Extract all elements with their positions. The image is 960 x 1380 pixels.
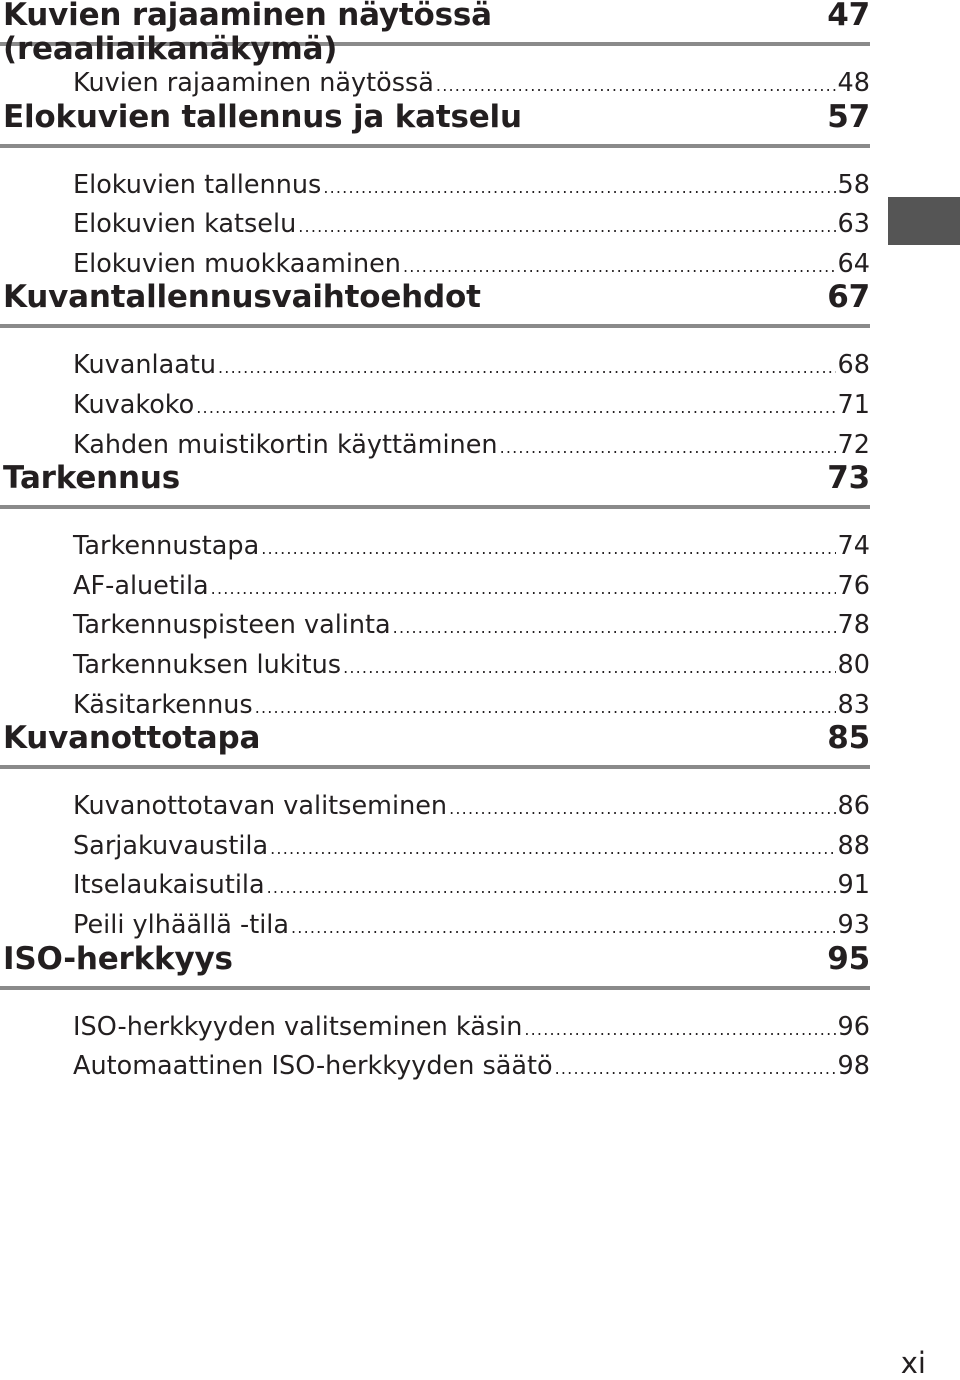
chapter-tab-marker <box>888 197 960 245</box>
section-rule <box>0 324 870 328</box>
entry-page-number: 93 <box>837 909 870 940</box>
section-page-number: 73 <box>827 460 870 497</box>
entry-page-number: 78 <box>837 610 870 641</box>
entry-label: Itselaukaisutila <box>73 870 265 901</box>
dot-leader <box>267 873 836 903</box>
section-page-number: 57 <box>827 98 870 135</box>
section-rule <box>0 505 870 509</box>
dot-leader <box>270 834 835 864</box>
toc-entry[interactable] <box>0 1012 870 1052</box>
toc-entry[interactable] <box>0 209 870 249</box>
entry-label: ISO-herkkyyden valitseminen käsin <box>73 1011 523 1042</box>
section-title: Kuvanottotapa <box>3 720 261 757</box>
toc-entry[interactable] <box>0 610 870 650</box>
section-heading[interactable] <box>0 461 870 501</box>
section-title: Kuvantallennusvaihtoehdot <box>3 279 481 316</box>
entry-label: Kuvien rajaaminen näytössä <box>73 68 434 98</box>
toc-entry[interactable] <box>0 531 870 571</box>
entry-label: Kahden muistikortin käyttäminen <box>73 429 498 460</box>
entry-page-number: 80 <box>837 649 870 680</box>
section-heading[interactable] <box>0 721 870 761</box>
section-rule <box>0 986 870 990</box>
dot-leader <box>196 393 835 423</box>
toc-section <box>0 280 870 469</box>
entry-label: Kuvanlaatu <box>73 350 216 381</box>
entry-label: Kuvanottotavan valitseminen <box>73 791 448 822</box>
dot-leader <box>393 613 836 643</box>
dot-leader <box>298 212 835 242</box>
entry-page-number: 58 <box>837 169 870 200</box>
section-title: ISO-herkkyys <box>3 940 233 977</box>
entry-page-number: 98 <box>837 1051 870 1082</box>
toc-entry[interactable] <box>0 791 870 831</box>
toc-entry[interactable] <box>0 390 870 430</box>
entry-page-number: 48 <box>837 68 870 98</box>
dot-leader <box>449 794 835 824</box>
toc-entry[interactable] <box>0 831 870 871</box>
entry-page-number: 72 <box>837 429 870 460</box>
entry-label: Tarkennuspisteen valinta <box>73 610 391 641</box>
entry-page-number: 96 <box>837 1011 870 1042</box>
entry-label: Peili ylhäällä -tila <box>73 909 290 940</box>
toc-entry[interactable] <box>0 650 870 690</box>
section-heading[interactable] <box>0 280 870 320</box>
dot-leader <box>343 653 835 683</box>
entry-page-number: 88 <box>837 830 870 861</box>
dot-leader <box>261 534 835 564</box>
entry-page-number: 64 <box>837 248 870 279</box>
entry-page-number: 91 <box>837 870 870 901</box>
section-page-number: 67 <box>827 279 870 316</box>
entry-label: Kuvakoko <box>73 389 195 420</box>
entry-label: Elokuvien muokkaaminen <box>73 248 401 279</box>
dot-leader <box>211 574 836 604</box>
dot-leader <box>524 1015 835 1045</box>
dot-leader <box>218 353 836 383</box>
page-number-folio: xi <box>900 1346 926 1380</box>
toc-entry[interactable] <box>0 870 870 910</box>
dot-leader <box>291 913 836 943</box>
entry-page-number: 63 <box>837 209 870 240</box>
toc-section <box>0 721 870 949</box>
section-page-number: 47 <box>827 0 870 33</box>
section-rule <box>0 144 870 148</box>
dot-leader <box>555 1054 836 1084</box>
dot-leader <box>403 252 836 282</box>
entry-page-number: 83 <box>837 689 870 720</box>
entry-page-number: 74 <box>837 531 870 562</box>
entry-label: Käsitarkennus <box>73 689 253 720</box>
toc-section <box>0 461 870 729</box>
toc-entry[interactable] <box>0 1051 870 1091</box>
toc-section <box>0 942 870 1091</box>
section-page-number: 85 <box>827 720 870 757</box>
entry-page-number: 86 <box>837 791 870 822</box>
toc-entry[interactable] <box>0 350 870 390</box>
toc-section <box>0 0 870 108</box>
toc-entry[interactable] <box>0 571 870 611</box>
dot-leader <box>255 693 836 723</box>
entry-label: Tarkennuksen lukitus <box>73 649 342 680</box>
section-heading[interactable] <box>0 942 870 982</box>
section-heading[interactable] <box>0 0 870 67</box>
section-page-number: 95 <box>827 940 870 977</box>
entry-label: Automaattinen ISO-herkkyyden säätö <box>73 1051 553 1082</box>
section-rule <box>0 765 870 769</box>
entry-page-number: 71 <box>837 389 870 420</box>
entry-label: Elokuvien katselu <box>73 209 297 240</box>
toc-entry[interactable] <box>0 170 870 210</box>
dot-leader <box>436 71 836 101</box>
section-title: Kuvien rajaaminen näytössä (reaaliaikanäkymä) <box>3 0 492 67</box>
entry-page-number: 68 <box>837 350 870 381</box>
toc-section <box>0 100 870 289</box>
entry-label: Sarjakuvaustila <box>73 830 269 861</box>
entry-label: AF-aluetila <box>73 570 209 601</box>
dot-leader <box>500 433 836 463</box>
entry-page-number: 76 <box>837 570 870 601</box>
entry-label: Elokuvien tallennus <box>73 169 322 200</box>
section-heading[interactable] <box>0 100 870 140</box>
section-title: Elokuvien tallennus ja katselu <box>3 98 522 135</box>
entry-label: Tarkennustapa <box>73 531 260 562</box>
section-title: Tarkennus <box>3 460 181 497</box>
dot-leader <box>323 173 835 203</box>
